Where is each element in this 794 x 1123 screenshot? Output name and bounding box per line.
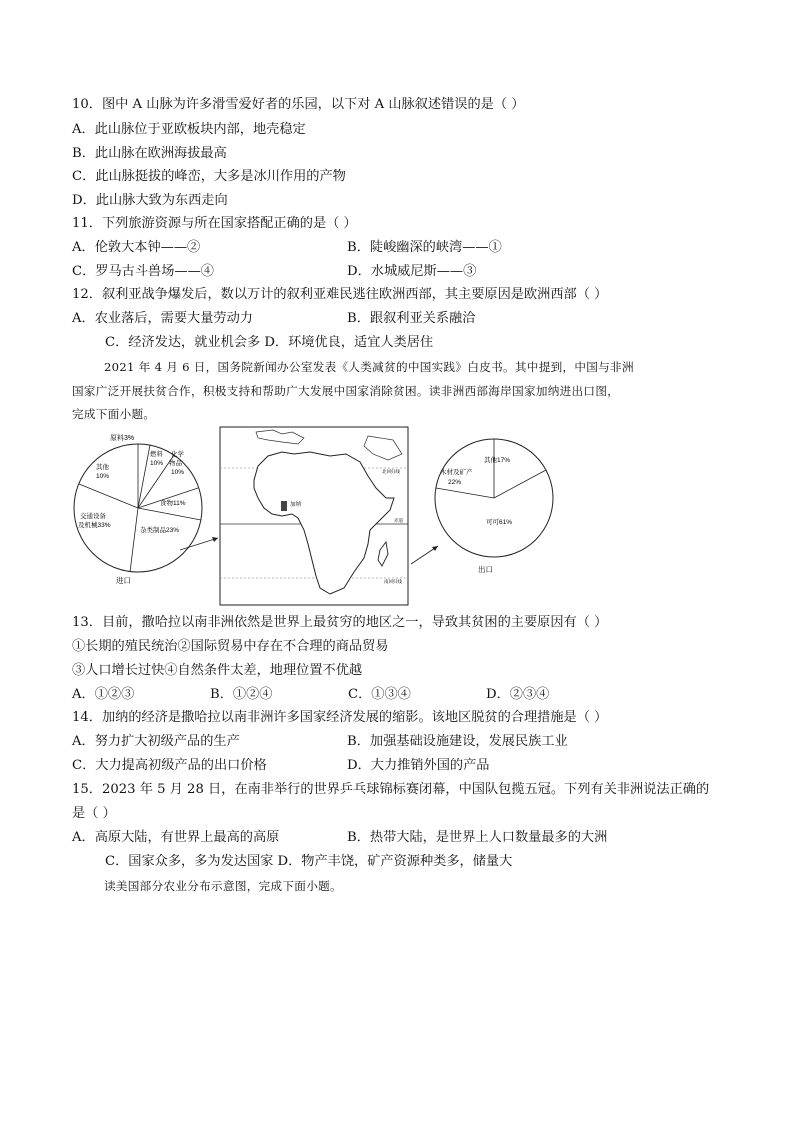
q15-option-a: A．高原大陆，有世界上最高的高原 [72, 830, 280, 845]
ghana-trade-figure [68, 426, 558, 610]
import-transport-label-2: 及机械33% [78, 522, 111, 529]
ghana-label: 加纳 [290, 502, 302, 508]
tropic-capricorn-label: 南回归线 [384, 579, 402, 584]
passage-line-1: 2021 年 4 月 6 日，国务院新闻办公室发表《人类减贫的中国实践》白皮书。其中提到，中国与非洲 [104, 360, 634, 374]
import-misc-label: 杂类制品23% [140, 527, 180, 534]
tropic-cancer-label: 北回归线 [382, 469, 400, 474]
import-transport-label-1: 交通设备 [80, 513, 106, 520]
export-caption: 出口 [478, 565, 493, 574]
q14-option-a: A．努力扩大初级产品的生产 [72, 734, 240, 749]
q11-option-b: B．陡峻幽深的峡湾——① [347, 240, 502, 255]
q13-option-d: D．②③④ [486, 687, 550, 702]
import-chem-label-3: 10% [171, 469, 185, 476]
q13-statement-2: ③人口增长过快④自然条件太差，地理位置不优越 [72, 663, 363, 678]
q10-option-d: D．此山脉大致为东西走向 [72, 193, 228, 208]
import-other-label-2: 10% [96, 473, 110, 480]
q14-option-c: C．大力提高初级产品的出口价格 [72, 758, 267, 773]
import-raw-label: 原料3% [110, 435, 135, 442]
export-cocoa-label: 可可61% [486, 519, 513, 526]
q13-stem: 13．目前，撒哈拉以南非洲依然是世界上最贫穷的地区之一，导致其贫困的主要原因有（ ） [72, 615, 608, 630]
q12-option-cd: C．经济发达，就业机会多 D．环境优良，适宜人类居住 [105, 335, 434, 350]
q12-option-b: B．跟叙利亚关系融洽 [347, 311, 476, 326]
q15-option-b: B．热带大陆，是世界上人口数量最多的大洲 [347, 830, 608, 845]
import-chem-label-1: 化学 [171, 451, 184, 458]
export-wood-label-2: 22% [448, 479, 462, 486]
import-pie-chart [74, 433, 202, 585]
q11-option-d: D．水城威尼斯——③ [347, 264, 477, 279]
q13-option-c: C．①③④ [348, 687, 411, 702]
export-other-label: 其他17% [484, 457, 511, 464]
import-fuel-label-1: 燃料 [150, 451, 163, 458]
passage-line-2: 国家广泛开展扶贫合作，积极支持和帮助广大发展中国家消除贫困。读非洲西部海岸国家加纳进出口图， [72, 384, 620, 398]
import-other-label-1: 其他 [96, 464, 109, 471]
export-arrow-head [432, 546, 438, 551]
q10-option-c: C．此山脉挺拔的峰峦，大多是冰川作用的产物 [72, 169, 346, 184]
passage-line-3: 完成下面小题。 [72, 407, 156, 421]
q12-option-a: A．农业落后，需要大量劳动力 [72, 311, 253, 326]
import-caption: 进口 [116, 576, 131, 585]
q14-stem: 14．加纳的经济是撒哈拉以南非洲许多国家经济发展的缩影。该地区脱贫的合理措施是（ ） [72, 710, 608, 725]
export-pie-chart [435, 439, 553, 574]
next-passage-intro: 读美国部分农业分布示意图，完成下面小题。 [104, 879, 342, 893]
import-fuel-label-2: 10% [150, 460, 164, 467]
q15-stem-line-2: 是（ ） [72, 806, 116, 821]
import-chem-label-2: 物品 [169, 460, 182, 467]
equator-label: 赤道 [394, 518, 403, 523]
q13-option-b: B．①②④ [210, 687, 273, 702]
q12-stem: 12．叙利亚战争爆发后，数以万计的叙利亚难民逃往欧洲西部，其主要原因是欧洲西部（ ） [72, 287, 608, 302]
q10-option-a: A．此山脉位于亚欧板块内部，地壳稳定 [72, 122, 306, 137]
q11-option-a: A．伦敦大本钟——② [72, 240, 201, 255]
q13-option-a: A．①②③ [72, 687, 135, 702]
q13-statement-1: ①长期的殖民统治②国际贸易中存在不合理的商品贸易 [72, 639, 389, 654]
q15-stem-line-1: 15．2023 年 5 月 28 日，在南非举行的世界乒乓球锦标赛闭幕，中国队包揽五冠。下列有关非洲说法正确的 [72, 782, 710, 797]
q10-option-b: B．此山脉在欧洲海拔最高 [72, 146, 227, 161]
import-food-label: 食物11% [160, 500, 186, 507]
q10-stem: 10．图中 A 山脉为许多滑雪爱好者的乐园，以下对 A 山脉叙述错误的是（ ） [72, 97, 525, 112]
q14-option-b: B．加强基础设施建设，发展民族工业 [347, 734, 568, 749]
africa-map [220, 427, 408, 605]
q11-stem: 11．下列旅游资源与所在国家搭配正确的是（ ） [72, 216, 357, 231]
q11-option-c: C．罗马古斗兽场——④ [72, 264, 214, 279]
export-wood-label-1: 木材及矿产 [440, 469, 473, 476]
q15-option-cd: C．国家众多，多为发达国家 D．物产丰饶，矿产资源种类多，储量大 [105, 854, 513, 869]
q14-option-d: D．大力推销外国的产品 [347, 758, 490, 773]
ghana-marker [281, 501, 287, 511]
